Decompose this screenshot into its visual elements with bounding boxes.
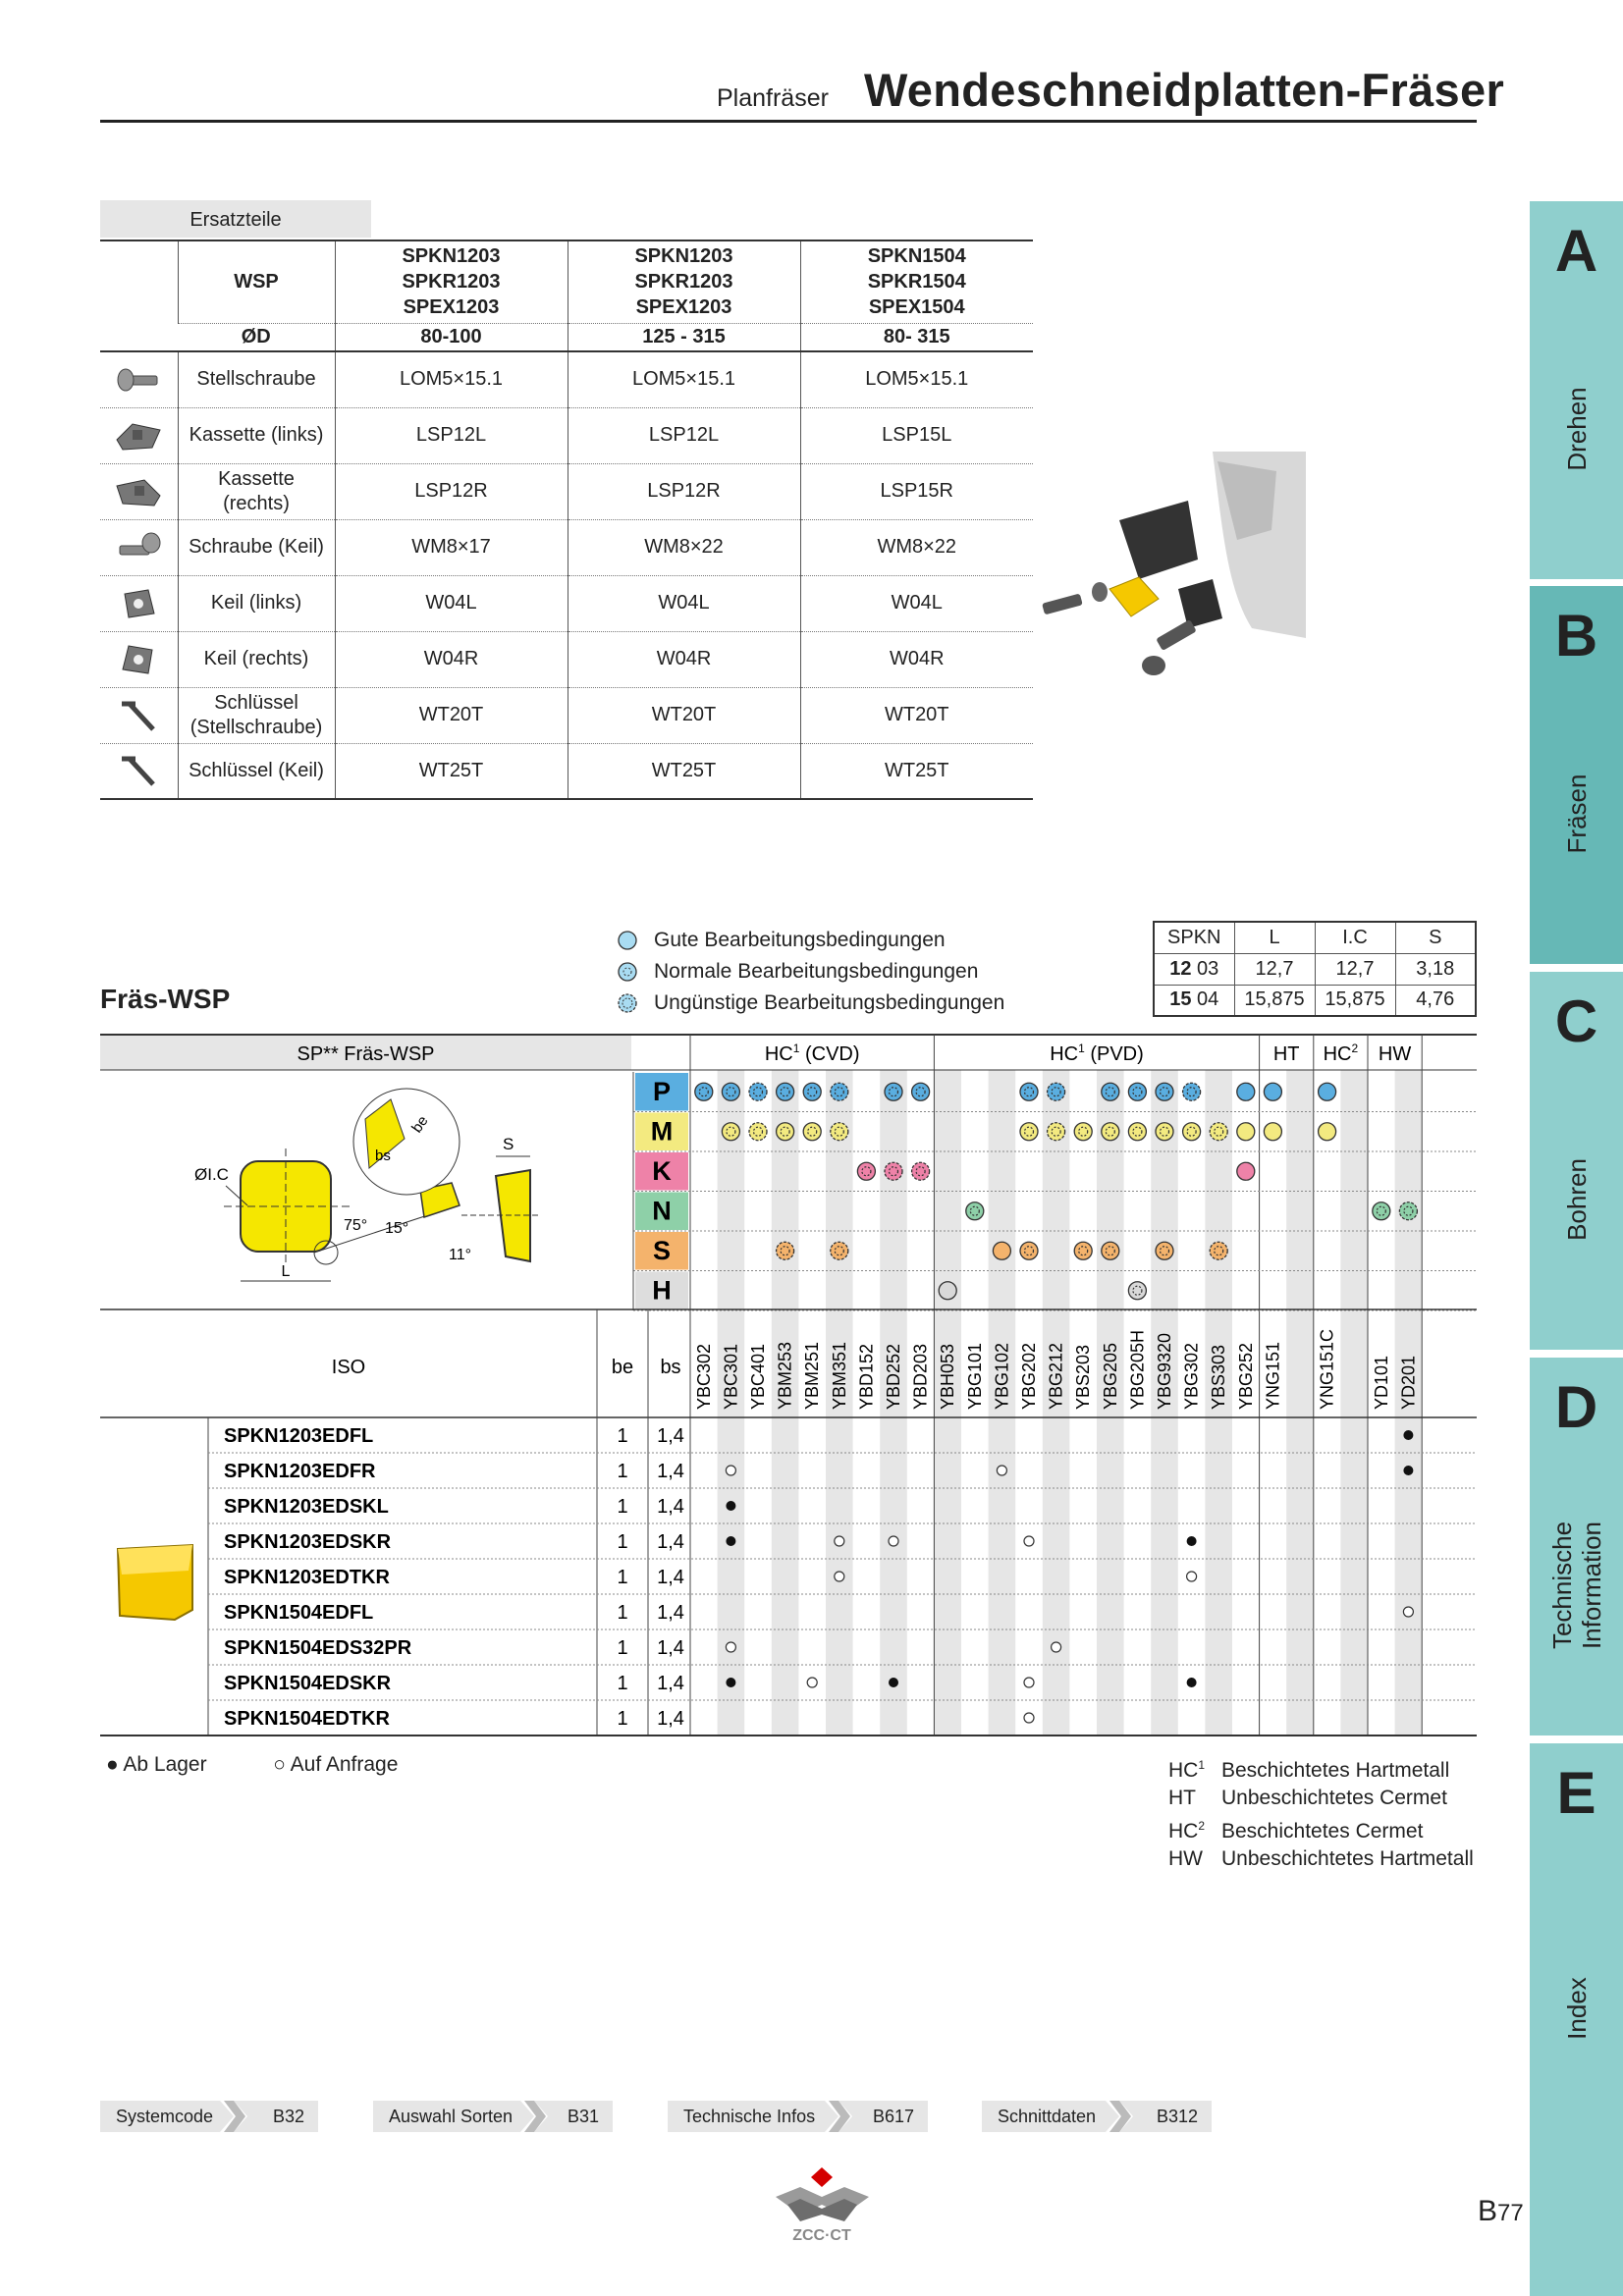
dimension-table: SPKN L I.C S 12 03 12,7 12,7 3,18 15 04 15,875 15,875 4,76 (1153, 921, 1477, 1017)
iso-header: ISO (331, 1357, 366, 1378)
grade-name: YBC301 (721, 1343, 741, 1410)
condition-good-icon (1237, 1083, 1255, 1100)
bs-value: 1,4 (657, 1496, 684, 1518)
be-value: 1 (617, 1461, 628, 1482)
condition-bad-icon (912, 1162, 930, 1180)
part-value: WT25T (800, 743, 1033, 799)
wsp-label: WSP (178, 240, 335, 323)
breadcrumb-technische-infos[interactable]: Technische Infos B617 (668, 2101, 928, 2132)
condition-normal-icon (1128, 1282, 1146, 1300)
condition-bad-icon (1210, 1242, 1227, 1259)
condition-bad-icon (1048, 1083, 1065, 1100)
part-value: W04R (568, 631, 800, 687)
od-value: 80- 315 (800, 323, 1033, 351)
grade-group-label: HT (1272, 1043, 1300, 1065)
availability-request-icon (1052, 1642, 1061, 1652)
condition-good-icon (939, 1282, 956, 1300)
grade-name: YBS203 (1073, 1344, 1094, 1410)
part-label: Kassette (links) (178, 407, 335, 463)
condition-normal-icon (777, 1123, 794, 1141)
grade-name: YBG205H (1127, 1329, 1148, 1410)
zcc-ct-logo (766, 2167, 879, 2246)
grade-name: YBG101 (964, 1342, 985, 1410)
chevron-right-icon (220, 2101, 247, 2132)
condition-normal-icon (1156, 1083, 1173, 1100)
condition-normal-icon (722, 1123, 739, 1141)
availability-stock-icon (1187, 1678, 1197, 1687)
be-value: 1 (617, 1708, 628, 1730)
grade-name: YBD152 (856, 1343, 877, 1410)
condition-normal-icon (1156, 1242, 1173, 1259)
condition-normal-icon (885, 1083, 902, 1100)
insert-geometry-diagram (194, 1089, 540, 1281)
material-code: M (650, 1116, 674, 1147)
part-label: Kassette (rechts) (178, 463, 335, 519)
iso-code: SPKN1504EDSKR (224, 1673, 392, 1694)
condition-bad-icon (1048, 1123, 1065, 1141)
page-number: B77 (1478, 2195, 1524, 2227)
be-value: 1 (617, 1602, 628, 1624)
section-label: Planfräser (717, 84, 829, 112)
be-value: 1 (617, 1567, 628, 1588)
availability-stock-icon (726, 1536, 735, 1546)
tab-index[interactable]: E Index (1530, 1743, 1623, 2296)
availability-request-icon (1024, 1713, 1034, 1723)
be-value: 1 (617, 1673, 628, 1694)
part-value: W04L (568, 575, 800, 631)
part-value: WM8×17 (335, 519, 568, 575)
availability-request-icon (835, 1572, 844, 1581)
dim-be-label: be (408, 1112, 432, 1137)
tab-drehen[interactable]: A Drehen (1530, 201, 1623, 579)
od-label: ØD (178, 323, 335, 351)
condition-normal-icon (722, 1083, 739, 1100)
condition-good-icon (1319, 1083, 1336, 1100)
grade-code-legend: $HC^1$ Beschichtetes Hartmetall HT Unbeschichtetes Cermet $HC^2$ Beschichtetes Cermet HW Unbeschichtetes Hartmetall (1168, 1758, 1474, 1870)
legend-item: Gute Bearbeitungsbedingungen (617, 925, 1004, 956)
condition-good-icon (993, 1242, 1010, 1259)
availability-footnote: ● Ab Lager ○ Auf Anfrage (106, 1753, 399, 1776)
condition-normal-icon (1020, 1123, 1038, 1141)
bs-value: 1,4 (657, 1602, 684, 1624)
condition-normal-icon (1128, 1123, 1146, 1141)
part-value: LOM5×15.1 (335, 351, 568, 407)
grade-name: YBD252 (884, 1343, 903, 1410)
part-value: LSP12L (335, 407, 568, 463)
bs-header: bs (660, 1357, 681, 1378)
grade-name: YBC302 (693, 1343, 714, 1410)
grade-name: YBH053 (938, 1343, 958, 1410)
part-label: Schraube (Keil) (178, 519, 335, 575)
availability-request-icon (1187, 1572, 1197, 1581)
grade-name: YBG9320 (1155, 1332, 1174, 1410)
part-value: W04R (335, 631, 568, 687)
condition-bad-icon (831, 1242, 848, 1259)
condition-bad-icon (885, 1162, 902, 1180)
availability-request-icon (1024, 1536, 1034, 1546)
grade-name: YD101 (1371, 1355, 1391, 1410)
condition-bad-icon (749, 1083, 767, 1100)
be-header: be (611, 1357, 634, 1378)
part-value: LOM5×15.1 (800, 351, 1033, 407)
iso-code: SPKN1203EDTKR (224, 1567, 390, 1588)
request-symbol: ○ (273, 1753, 286, 1776)
grade-name: YBG202 (1019, 1342, 1039, 1410)
condition-normal-icon (695, 1083, 713, 1100)
iso-code: SPKN1504EDTKR (224, 1708, 390, 1730)
condition-normal-icon (803, 1123, 821, 1141)
grade-name: YBC401 (748, 1343, 768, 1410)
bs-value: 1,4 (657, 1637, 684, 1659)
availability-stock-icon (726, 1678, 735, 1687)
insert-image-top (118, 1545, 192, 1575)
condition-good-icon (1264, 1083, 1281, 1100)
grade-name: YBM253 (775, 1341, 795, 1410)
section-title: Fräs-WSP (100, 984, 231, 1014)
breadcrumb-systemcode[interactable]: Systemcode B32 (100, 2101, 318, 2132)
condition-normal-icon (1156, 1123, 1173, 1141)
part-value: W04L (800, 575, 1033, 631)
be-value: 1 (617, 1637, 628, 1659)
part-value: WT20T (568, 687, 800, 743)
grade-name: YBS303 (1209, 1344, 1229, 1410)
material-code: N (652, 1196, 672, 1226)
dim-l-label: L (281, 1263, 291, 1280)
grade-name: YBD203 (910, 1343, 931, 1410)
part-value: WT20T (335, 687, 568, 743)
condition-normal-icon (1128, 1083, 1146, 1100)
condition-normal-icon (1183, 1123, 1201, 1141)
sp-header: SP** Fräs-WSP (297, 1043, 435, 1065)
availability-request-icon (1403, 1607, 1413, 1617)
grade-name: YBG302 (1181, 1342, 1202, 1410)
iso-code: SPKN1504EDS32PR (224, 1637, 412, 1659)
svg-text:ZCC·CT: ZCC·CT (792, 2227, 851, 2244)
availability-request-icon (726, 1642, 735, 1652)
part-value: WT25T (335, 743, 568, 799)
condition-normal-icon (1074, 1123, 1092, 1141)
chevron-right-icon (520, 2101, 548, 2132)
availability-request-icon (997, 1466, 1006, 1475)
iso-code: SPKN1203EDFR (224, 1461, 376, 1482)
part-value: WT25T (568, 743, 800, 799)
part-label: Schlüssel (Keil) (178, 743, 335, 799)
condition-normal-icon (777, 1083, 794, 1100)
condition-bad-icon (1399, 1202, 1417, 1220)
condition-good-icon (1237, 1123, 1255, 1141)
grade-group-label: $HC^1$ (CVD) (764, 1041, 860, 1065)
condition-normal-icon (1373, 1202, 1390, 1220)
condition-good-icon (1264, 1123, 1281, 1141)
condition-good-icon (1237, 1162, 1255, 1180)
angle-15-label: 15° (385, 1220, 409, 1237)
availability-stock-icon (1403, 1430, 1413, 1440)
dim-bs-label: bs (375, 1148, 391, 1164)
part-value: LSP15L (800, 407, 1033, 463)
grade-name: YBG212 (1046, 1342, 1066, 1410)
part-value: W04R (800, 631, 1033, 687)
breadcrumb-auswahl-sorten[interactable]: Auswahl Sorten B31 (373, 2101, 613, 2132)
condition-normal-icon (857, 1162, 875, 1180)
iso-code: SPKN1504EDFL (224, 1602, 374, 1624)
condition-bad-icon (831, 1123, 848, 1141)
spare-parts-tab: Ersatzteile (100, 200, 371, 238)
grade-name: YBG102 (992, 1342, 1012, 1410)
page-title: Wendeschneidplatten-Fräser (864, 64, 1505, 116)
iso-code: SPKN1203EDFL (224, 1425, 374, 1447)
tab-bohren[interactable]: C Bohren (1530, 972, 1623, 1350)
legend-item: Ungünstige Bearbeitungsbedingungen (617, 988, 1004, 1019)
part-value: LSP12R (335, 463, 568, 519)
iso-code: SPKN1203EDSKL (224, 1496, 389, 1518)
part-value: WM8×22 (568, 519, 800, 575)
availability-request-icon (835, 1536, 844, 1546)
dim-ic-label: ØI.C (194, 1165, 229, 1184)
bs-value: 1,4 (657, 1708, 684, 1730)
condition-normal-icon (966, 1202, 984, 1220)
part-label: Keil (links) (178, 575, 335, 631)
tab-fraesen[interactable]: B Fräsen (1530, 586, 1623, 964)
grade-name: YBM351 (829, 1341, 849, 1410)
wsp-column-3: SPKN1504 SPKR1504 SPEX1504 (800, 240, 1033, 323)
grade-name: YNG151C (1317, 1328, 1337, 1410)
condition-good-icon (1319, 1123, 1336, 1141)
be-value: 1 (617, 1425, 628, 1447)
bs-value: 1,4 (657, 1461, 684, 1482)
od-value: 125 - 315 (568, 323, 800, 351)
part-value: LSP15R (800, 463, 1033, 519)
material-code: S (652, 1236, 672, 1265)
availability-request-icon (1024, 1678, 1034, 1687)
be-value: 1 (617, 1531, 628, 1553)
condition-normal-icon (1102, 1083, 1119, 1100)
wsp-column-2: SPKN1203 SPKR1203 SPEX1203 (568, 240, 800, 323)
be-value: 1 (617, 1496, 628, 1518)
grade-name: YBG205 (1100, 1342, 1120, 1410)
wsp-column-1: SPKN1203 SPKR1203 SPEX1203 (335, 240, 568, 323)
grade-group-label: HW (1378, 1043, 1412, 1065)
material-code: P (652, 1077, 672, 1106)
part-value: LSP12L (568, 407, 800, 463)
availability-request-icon (889, 1536, 898, 1546)
dim-s-label: S (503, 1135, 514, 1153)
availability-stock-icon (726, 1501, 735, 1511)
condition-bad-icon (1183, 1083, 1201, 1100)
availability-stock-icon (1403, 1466, 1413, 1475)
bs-value: 1,4 (657, 1567, 684, 1588)
condition-bad-icon (777, 1242, 794, 1259)
bs-value: 1,4 (657, 1425, 684, 1447)
part-value: LSP12R (568, 463, 800, 519)
grade-column-shade (1286, 1070, 1314, 1735)
condition-bad-icon (1210, 1123, 1227, 1141)
condition-normal-icon (803, 1083, 821, 1100)
grade-name: YD201 (1398, 1355, 1419, 1410)
tab-technische-information[interactable]: D Technische Information (1530, 1358, 1623, 1735)
angle-75-label: 75° (344, 1217, 368, 1234)
iso-code: SPKN1203EDSKR (224, 1531, 392, 1553)
condition-normal-icon (1102, 1123, 1119, 1141)
part-value: LOM5×15.1 (568, 351, 800, 407)
condition-bad-icon (831, 1083, 848, 1100)
bs-value: 1,4 (657, 1531, 684, 1553)
grade-column-shade (1340, 1070, 1368, 1735)
condition-normal-icon (1074, 1242, 1092, 1259)
condition-normal-icon (912, 1083, 930, 1100)
condition-bad-icon (749, 1123, 767, 1141)
availability-stock-icon (1187, 1536, 1197, 1546)
part-label: Stellschraube (178, 351, 335, 407)
condition-normal-icon (1102, 1242, 1119, 1259)
grade-group-label: $HC^2$ (1323, 1041, 1359, 1065)
availability-stock-icon (889, 1678, 898, 1687)
grade-name: YBM251 (802, 1341, 823, 1410)
chevron-right-icon (1106, 2101, 1133, 2132)
grade-name: YNG151 (1263, 1341, 1283, 1410)
grade-group-label: $HC^1$ (PVD) (1050, 1041, 1144, 1065)
part-label: Keil (rechts) (178, 631, 335, 687)
material-code: H (652, 1275, 672, 1306)
od-value: 80-100 (335, 323, 568, 351)
condition-normal-icon (1020, 1242, 1038, 1259)
grade-name: YBG252 (1235, 1342, 1256, 1410)
chevron-right-icon (825, 2101, 852, 2132)
part-value: WT20T (800, 687, 1033, 743)
legend-item: Normale Bearbeitungsbedingungen (617, 956, 1004, 988)
condition-normal-icon (1020, 1083, 1038, 1100)
part-value: W04L (335, 575, 568, 631)
angle-11-label: 11° (449, 1247, 472, 1263)
bs-value: 1,4 (657, 1673, 684, 1694)
part-value: WM8×22 (800, 519, 1033, 575)
breadcrumb-schnittdaten[interactable]: Schnittdaten B312 (982, 2101, 1212, 2132)
material-code: K (652, 1156, 672, 1186)
stock-symbol: ● (106, 1753, 119, 1776)
availability-request-icon (807, 1678, 817, 1687)
part-label: Schlüssel (Stellschraube) (178, 687, 335, 743)
availability-request-icon (726, 1466, 735, 1475)
